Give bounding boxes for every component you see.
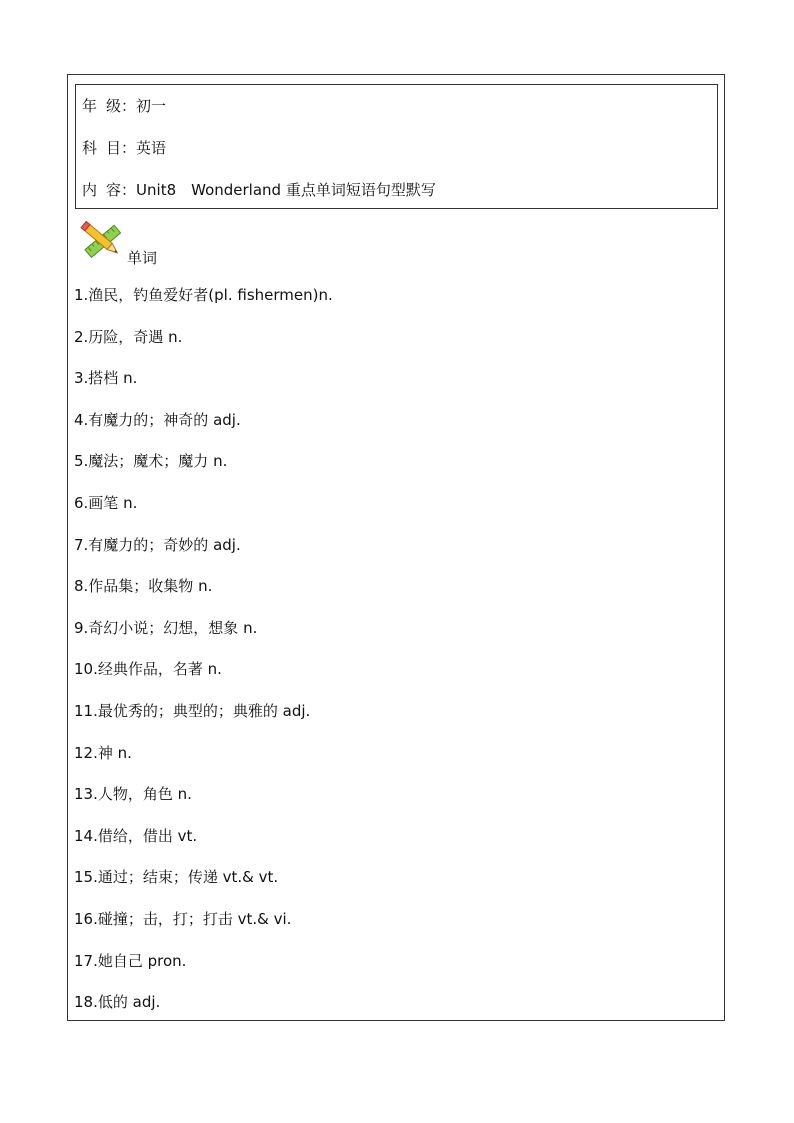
word-item: 1.渔民，钓鱼爱好者(pl. fishermen)n. <box>74 286 333 304</box>
word-item: 11.最优秀的；典型的；典雅的 adj. <box>74 701 311 720</box>
word-item: 15.通过；结束；传递 vt.& vt. <box>74 868 279 887</box>
word-list <box>74 286 333 1035</box>
word-item: 3.搭档 n. <box>74 369 138 388</box>
word-item: 7.有魔力的；奇妙的 adj. <box>74 535 241 554</box>
grade-label-2: 级 <box>106 97 122 115</box>
word-item: 10.经典作品，名著 n. <box>74 660 222 679</box>
subject-label-2: 目 <box>106 139 122 157</box>
content-label-2: 容 <box>106 181 122 199</box>
content-line: 内 容：Unit8 Wonderland 重点单词短语句型默写 <box>82 181 436 199</box>
word-item: 14.借给，借出 vt. <box>74 826 198 845</box>
subject-line: 科 目：英语 <box>82 139 167 157</box>
pencil-ruler-icon <box>78 218 126 262</box>
grade-line: 年 级：初一 <box>82 97 167 115</box>
grade-label: 年 <box>82 97 98 115</box>
subject-label: 科 <box>82 139 98 157</box>
word-item: 9.奇幻小说；幻想，想象 n. <box>74 618 258 637</box>
word-item: 8.作品集；收集物 n. <box>74 577 213 596</box>
content-label: 内 <box>82 181 98 199</box>
word-item: 17.她自己 pron. <box>74 951 187 970</box>
word-item: 6.画笔 n. <box>74 493 138 512</box>
word-item: 16.碰撞；击，打；打击 vt.& vi. <box>74 909 292 928</box>
content-value: Unit8 Wonderland 重点单词短语句型默写 <box>136 181 436 199</box>
word-item: 5.魔法；魔术；魔力 n. <box>74 452 228 471</box>
section-title: 单词 <box>127 249 158 267</box>
subject-value: 英语 <box>136 139 167 157</box>
word-item: 13.人物，角色 n. <box>74 785 192 804</box>
word-item: 4.有魔力的；神奇的 adj. <box>74 410 241 429</box>
word-item: 12.神 n. <box>74 743 132 762</box>
grade-value: 初一 <box>136 97 167 115</box>
word-item: 18.低的 adj. <box>74 993 161 1012</box>
word-item: 2.历险，奇遇 n. <box>74 327 183 346</box>
